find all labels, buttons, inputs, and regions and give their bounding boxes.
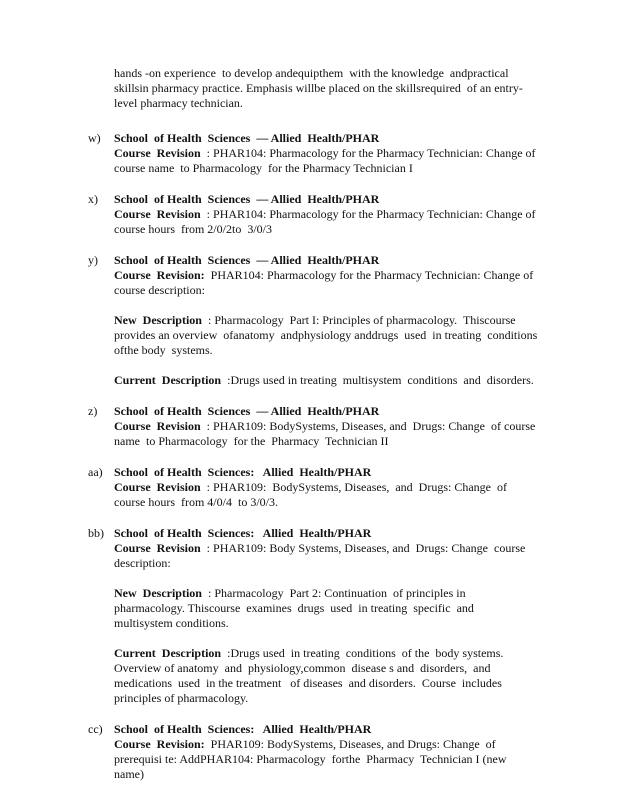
description-text: Drugs used in treating multisystem conditions and disorders. — [230, 373, 534, 387]
course-revision-label: Course Revision — [114, 146, 201, 160]
description-label: Current Description — [114, 646, 222, 660]
course-revision-line — [114, 737, 538, 782]
course-revision-text: PHAR109: BodySystems, Diseases, and Drugs: Change of course name to Pharmacology for the Pharmacy Technician II — [114, 419, 539, 448]
description-text: Pharmacology Part 2: Continuation of principles in pharmacology. Thiscourse examines drugs used in treating specific and multisystem conditions. — [114, 586, 480, 630]
list-item — [88, 131, 538, 176]
course-revision-line — [114, 419, 538, 449]
course-revision-line — [114, 207, 538, 237]
item-label: aa) — [88, 465, 103, 479]
item-heading: School of Health Sciences: Allied Health/PHAR — [114, 465, 372, 479]
course-revision-separator: : — [200, 480, 214, 494]
list-item — [88, 526, 538, 706]
list-item — [88, 465, 538, 510]
course-revision-label: Course Revision — [114, 480, 201, 494]
description-text: Pharmacology Part I: Principles of pharmacology. Thiscourse provides an overview ofanatomy andphysiology anddrugs used in treating conditions ofthe body systems. — [114, 313, 541, 357]
course-revision-text: PHAR109: BodySystems, Diseases, and Drugs: Change of course hours from 4/0/4 to 3/0/3. — [114, 480, 511, 509]
course-revision-text: PHAR104: Pharmacology for the Pharmacy Technician: Change of course hours from 2/0/2to 3/0/3 — [114, 207, 539, 236]
course-revision-label: Course Revision — [114, 541, 201, 555]
item-label: y) — [88, 253, 98, 267]
item-heading: School of Health Sciences — Allied Health/PHAR — [114, 253, 380, 267]
course-revision-line — [114, 146, 538, 176]
description-separator: : — [221, 373, 231, 387]
description-text: Drugs used in treating conditions of the body systems. Overview of anatomy and physiology,common disease s and disorders, and medications used in the treatment of diseases and disorders. Course includes principles of pharmacology. — [114, 646, 508, 705]
course-revision-text: PHAR109: BodySystems, Diseases, and Drugs: Change of prerequisi te: AddPHAR104: Pharmacology forthe Pharmacy Technician I (new name) — [114, 737, 510, 781]
list-item — [88, 404, 538, 449]
course-revision-text: PHAR104: Pharmacology for the Pharmacy Technician: Change of course name to Pharmacology for the Pharmacy Technician I — [114, 146, 539, 175]
description-separator: : — [201, 586, 215, 600]
course-revision-label: Course Revision — [114, 419, 201, 433]
item-label: x) — [88, 192, 98, 206]
course-revision-separator: : — [200, 146, 214, 160]
course-revision-label: Course Revision: — [114, 268, 205, 282]
item-heading: School of Health Sciences — Allied Health/PHAR — [114, 192, 380, 206]
description-label: New Description — [114, 313, 202, 327]
item-heading: School of Health Sciences — Allied Health/PHAR — [114, 131, 380, 145]
current-description — [114, 646, 538, 706]
list-item — [88, 253, 541, 388]
description-separator: : — [201, 313, 215, 327]
new-description — [114, 313, 541, 358]
item-label: bb) — [88, 526, 104, 540]
intro-paragraph: hands -on experience to develop andequipthem with the knowledge andpractical skillsin pharmacy practice. Emphasis willbe placed on the skillsrequired of an entry-level pharmacy technician. — [114, 66, 523, 110]
item-label: cc) — [88, 722, 103, 736]
course-revision-line — [114, 541, 538, 571]
course-revision-separator: : — [200, 541, 214, 555]
item-label: w) — [88, 131, 101, 145]
new-description — [114, 586, 538, 631]
course-revision-label: Course Revision — [114, 207, 201, 221]
course-revision-text: PHAR109: Body Systems, Diseases, and Drugs: Change course description: — [114, 541, 529, 570]
course-revision-line — [114, 268, 538, 298]
item-heading: School of Health Sciences — Allied Health/PHAR — [114, 404, 380, 418]
description-label: Current Description — [114, 373, 222, 387]
item-label: z) — [88, 404, 98, 418]
course-revision-line — [114, 480, 538, 510]
list-item — [88, 192, 538, 237]
list-item — [88, 722, 538, 782]
course-revision-separator: : — [200, 419, 214, 433]
description-label: New Description — [114, 586, 202, 600]
course-revision-label: Course Revision: — [114, 737, 205, 751]
description-separator: : — [221, 646, 231, 660]
course-revision-text: PHAR104: Pharmacology for the Pharmacy Technician: Change of course description: — [114, 268, 537, 297]
item-heading: School of Health Sciences: Allied Health/PHAR — [114, 722, 372, 736]
course-revision-separator: : — [200, 207, 214, 221]
current-description — [114, 373, 538, 388]
item-heading: School of Health Sciences: Allied Health/PHAR — [114, 526, 372, 540]
